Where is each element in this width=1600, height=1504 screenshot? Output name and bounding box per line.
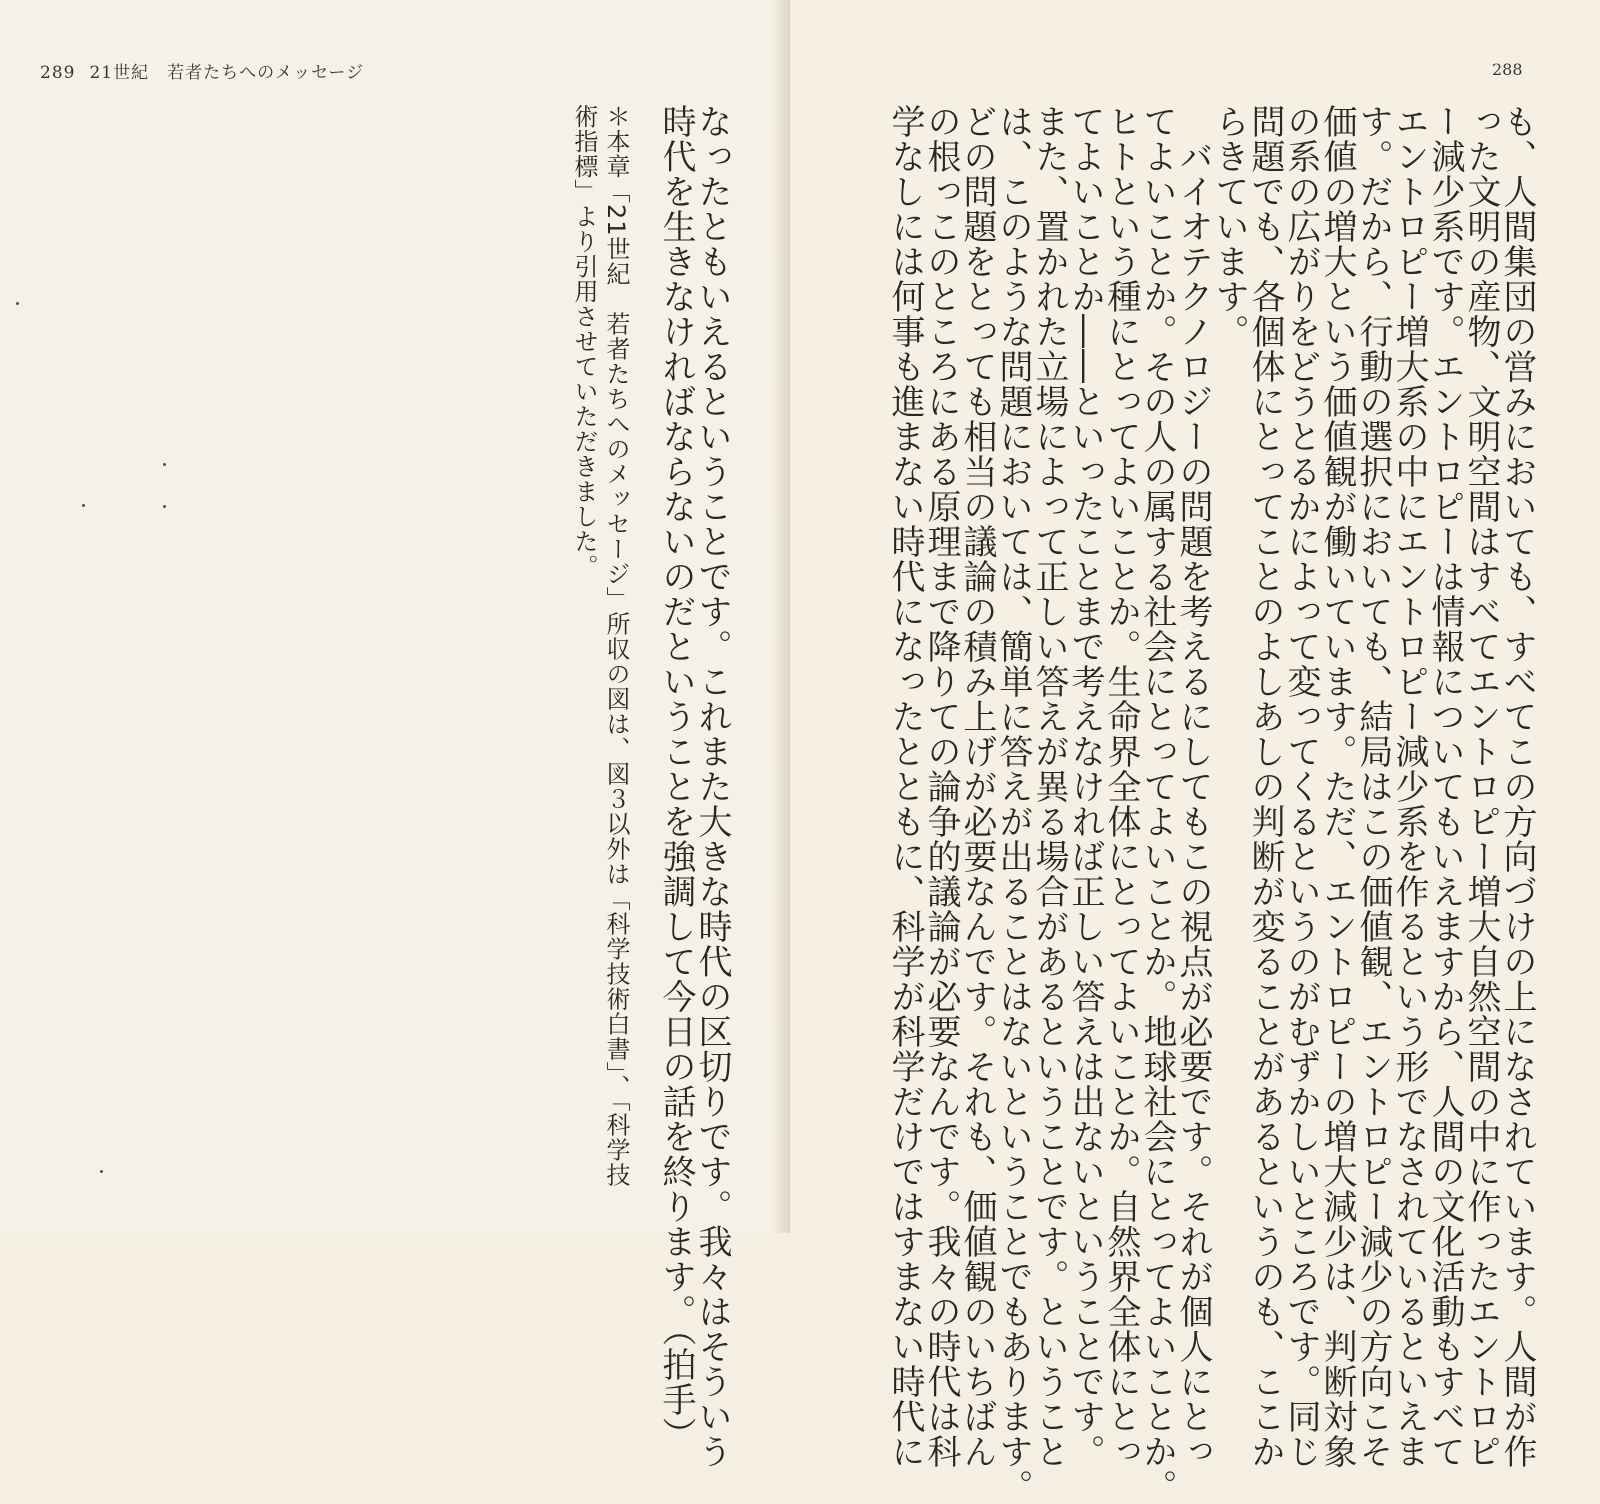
body-line: 時代を生きなければならないのだということを強調して今日の話を終ります。（拍手）: [656, 104, 696, 1452]
body-line: 価値の増大という価値観が働いています。ただ、エントロピーの増大減少は、判断対象: [1317, 104, 1357, 1469]
body-line: 学なしには何事も進まない時代になったとともに、科学が科学だけではすまない時代に: [885, 104, 925, 1469]
body-line: は、このような問題においては、簡単に答えが出ることはないということでもあります。: [993, 104, 1033, 1504]
left-page-number: 289: [40, 63, 76, 83]
body-line: バイオテクノロジーの問題を考えるにしてもこの視点が必要です。それが個人にとっ: [1173, 104, 1213, 1469]
body-line: てよいことか。その人の属する社会にとってよいことか。地球社会にとってよいことか。: [1137, 104, 1177, 1504]
body-line: ー減少系です。エントロピーは情報についてもいえますから、人間の文化活動もすべて: [1425, 104, 1465, 1469]
body-line: なったともいえるということです。これまた大きな時代の区切りです。我々はそういう: [692, 104, 732, 1469]
note-line: 術指標」より引用させていただきました。: [570, 104, 598, 579]
note-line: ＊本章「21世紀 若者たちへのメッセージ」所収の図は、図３以外は「科学技術白書」、「科学技: [602, 104, 630, 1188]
body-line: どの問題をとっても相当の議論の積み上げが必要なんです。それも、価値観のいちばん: [957, 104, 997, 1469]
body-line: てよいことか――といったことまで考えなければ正しい答えは出ないということです。: [1065, 104, 1105, 1469]
left-body-text: [656, 104, 732, 1469]
paper-fleck: [82, 504, 85, 507]
right-page-number: 288: [1492, 60, 1523, 79]
body-line: の系の広がりをどうとるかによって変ってくるというのがむずかしいところです。同じ: [1281, 104, 1321, 1469]
body-line: ヒトという種にとってよいことか。生命界全体にとってよいことか。自然界全体にとっ: [1101, 104, 1141, 1469]
body-line: った文明の産物、文明空間はすべてエントロピー増大自然空間の中に作ったエントロピ: [1461, 104, 1501, 1469]
running-head: [40, 58, 364, 83]
body-line: また、置かれた立場によって正しい答えが異る場合があるということです。ということ: [1029, 104, 1069, 1469]
paper-fleck: [16, 302, 19, 305]
left-page: [0, 0, 790, 1469]
paper-fleck: [163, 505, 166, 508]
body-line: す。だから、行動の選択においても、結局はこの価値観、エントロピー減少の方向こそ: [1353, 104, 1393, 1469]
paper-fleck: [100, 1170, 103, 1173]
paper-fleck: [163, 463, 166, 466]
body-line: 問題でも、各個体にとってことのよしあしの判断が変ることがあるというのも、ここか: [1245, 104, 1285, 1469]
body-line: も、人間集団の営みにおいても、すべてこの方向づけの上になされています。人間が作: [1497, 104, 1537, 1469]
footnote: [570, 104, 632, 1194]
body-line: エントロピー増大系の中にエントロピー減少系を作るという形でなされているといえま: [1389, 104, 1429, 1469]
right-body-text: [830, 104, 1537, 1504]
body-line: の根っこのところにある原理まで降りての論争的議論が必要なんです。我々の時代は科: [921, 104, 961, 1469]
body-line: らきています。: [1209, 104, 1249, 349]
running-head-title: 21世紀 若者たちへのメッセージ: [89, 63, 365, 83]
